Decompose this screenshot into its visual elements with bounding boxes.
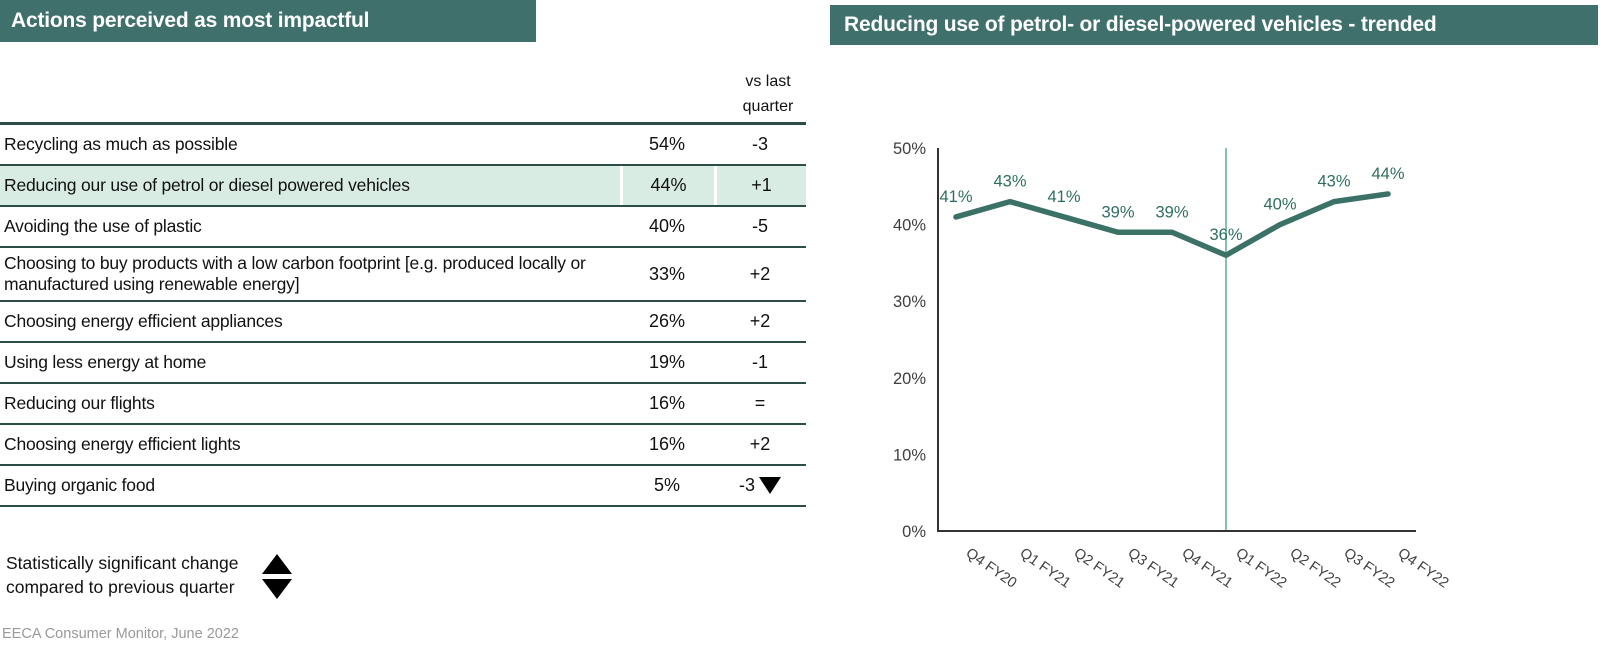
row-label: Reducing our flights [4,393,155,413]
row-change: -1 [751,352,768,372]
data-point-label: 43% [993,172,1027,191]
data-point-label: 41% [1047,187,1081,206]
row-change: -5 [751,216,768,236]
x-tick-label: Q4 FY20 [962,545,1020,592]
y-tick-label: 0% [902,523,926,541]
row-label: Choosing energy efficient appliances [4,311,283,331]
row-label: Recycling as much as possible [4,134,238,154]
row-value: 54% [648,134,686,154]
row-label: Buying organic food [4,475,155,495]
col-header-line2: quarter [742,98,794,115]
y-tick-label: 20% [892,369,926,388]
trend-line-chart [830,45,1595,667]
legend-line1: Statistically significant change [6,553,239,573]
x-tick-label: Q3 FY21 [1124,545,1182,592]
y-tick-label: 10% [892,446,926,465]
left-panel-title-text: Actions perceived as most impactful [11,9,370,32]
table-row [0,425,806,466]
down-triangle-icon [262,579,292,599]
y-tick-label: 40% [892,216,926,235]
row-change: = [754,393,766,413]
source-note: EECA Consumer Monitor, June 2022 [2,626,239,642]
impact-table [0,122,806,507]
x-tick-label: Q1 FY22 [1232,545,1290,592]
table-row [0,466,806,507]
row-value: 5% [653,475,680,495]
table-row [0,125,806,166]
x-tick-label: Q4 FY22 [1394,545,1452,592]
trend-chart-svg [830,45,1595,667]
col-header-line1: vs last [745,73,791,90]
significance-legend [6,551,238,599]
row-change: -3 [714,466,806,505]
row-value: 33% [648,263,686,284]
significance-legend-icons [262,554,292,599]
row-value: 19% [648,352,686,372]
significant-down-triangle-icon [759,477,781,494]
table-row [0,166,806,207]
x-tick-label: Q3 FY22 [1340,545,1398,592]
data-point-label: 44% [1371,164,1405,183]
data-point-label: 41% [939,187,973,206]
data-point-label: 36% [1209,226,1243,245]
row-value: 16% [648,434,686,454]
table-row [0,343,806,384]
row-value: 26% [648,311,686,331]
right-panel-title [830,5,1598,45]
data-point-label: 40% [1263,195,1297,214]
right-panel-title-text: Reducing use of petrol- or diesel-powered vehicles - trended [844,13,1437,36]
row-label: Using less energy at home [4,352,207,372]
table-row [0,207,806,248]
row-value: 16% [648,393,686,413]
x-tick-label: Q1 FY21 [1016,545,1074,592]
row-label: Reducing our use of petrol or diesel powered vehicles [4,175,410,195]
row-value: 40% [648,216,686,236]
table-row [0,248,806,302]
table-row [0,384,806,425]
row-change: -3 [751,134,768,154]
vs-last-quarter-column-header [716,69,820,119]
x-tick-label: Q2 FY21 [1070,545,1128,592]
row-change: +2 [749,263,771,284]
row-label: Choosing energy efficient lights [4,434,241,454]
x-tick-label: Q4 FY21 [1178,545,1236,592]
row-change: +1 [714,166,806,205]
row-change: +2 [749,311,771,331]
data-point-label: 39% [1155,203,1189,222]
y-tick-label: 30% [892,293,926,312]
y-tick-label: 50% [892,140,926,158]
legend-line2: compared to previous quarter [6,577,235,597]
row-value: 44% [620,166,714,205]
row-label: Choosing to buy products with a low carbon footprint [e.g. produced locally or manufactured using renewable energy] [4,253,586,294]
up-triangle-icon [262,554,292,574]
x-tick-label: Q2 FY22 [1286,545,1344,592]
left-panel-title [0,0,536,42]
data-point-label: 39% [1101,203,1135,222]
table-row [0,302,806,343]
data-point-label: 43% [1317,172,1351,191]
row-change: +2 [749,434,771,454]
row-label: Avoiding the use of plastic [4,216,202,236]
